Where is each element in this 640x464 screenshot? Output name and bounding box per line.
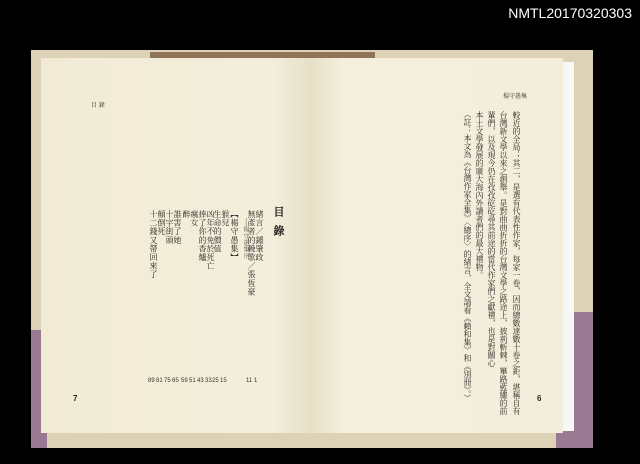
toc-entry-title: 【楊守愚集】	[230, 210, 239, 262]
toc-entry-page: 1	[254, 378, 258, 384]
toc-entry-page: 11	[246, 378, 253, 384]
archive-id-label: NMTL20170320303	[508, 5, 632, 21]
page-edges	[562, 62, 574, 431]
toc-entry-page: 59	[181, 378, 188, 384]
toc-entry-title: 無產者的輓歌／張恆豪	[247, 210, 256, 296]
toc-entry-page: 43	[197, 378, 204, 384]
toc-entry-title: 凶年不免於死亡	[206, 210, 215, 271]
toc-entry-page: 51	[189, 378, 196, 384]
left-page	[41, 58, 313, 433]
toc-entry-title: 誰害了她	[173, 210, 182, 245]
text-column: （註：本文為《台灣作家全集》〈總序〉的緒言，全文請看《賴和集》和《別冊》。）	[463, 110, 472, 402]
right-page	[313, 58, 563, 433]
toc-entry-page: 33	[205, 378, 212, 384]
toc-entry-title: 緒言／鍾肇政	[255, 210, 264, 262]
toc-entry-page: 65	[172, 378, 179, 384]
toc-entry-title: 十二錢又帶回來了	[149, 210, 158, 279]
running-head: 目 錄	[91, 102, 105, 109]
toc-entry-page: 81	[156, 378, 163, 384]
toc-entry-title: 醉	[182, 210, 191, 219]
toc-entry-title: ──楊守愚集序	[242, 218, 249, 260]
text-column: 台灣新文學以來之創舉。是對曲曲折折的台灣文學之路途上，披荊斬棘，篳路藍縷的前	[499, 111, 508, 415]
toc-entry-title: 猴兒	[221, 210, 230, 228]
toc-entry-title: 顛倒死	[157, 210, 166, 236]
toc-entry-page: 75	[164, 378, 171, 384]
page-number: 6	[537, 394, 542, 403]
text-column: 較近的全局；其二，是選有代表性作家，每家一卷，因而總數達數十卷之鉅，堪稱自有	[512, 111, 521, 415]
toc-entry-title: 捧了你的香爐	[198, 210, 207, 262]
page-number: 7	[73, 394, 78, 403]
toc-title: 目錄	[272, 206, 285, 244]
toc-entry-page: 89	[148, 378, 155, 384]
running-head: 楊守愚集	[503, 93, 528, 100]
text-column: 本土文學發展的廣大海內外讀者們的最大禮物。	[475, 111, 484, 279]
toc-entry-title: 生命的價值	[213, 210, 222, 253]
text-column: 輩們，以及現今仍在孜孜矻矻尋其前途的當代作家們之獻禮，也是對關心	[487, 111, 496, 367]
toc-entry-page: 15	[220, 378, 227, 384]
toc-entry-title: 十字街頭	[165, 210, 174, 245]
toc-entry-title: 瘋女	[190, 210, 199, 228]
toc-entry-page: 25	[212, 378, 219, 384]
